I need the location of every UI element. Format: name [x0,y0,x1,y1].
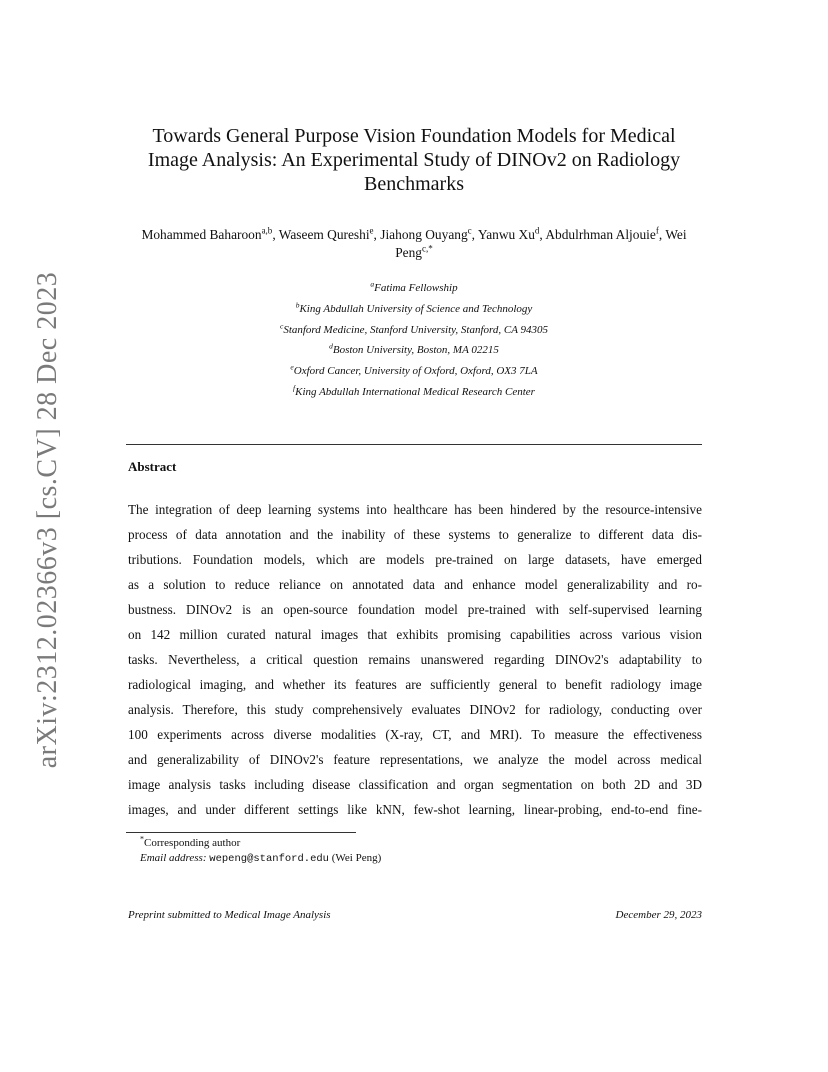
abstract-line: tributions. Foundation models, which are models pre-trained on large datasets, have emerged [128,552,702,567]
abstract-top-rule [126,444,702,445]
email-address[interactable]: wepeng@stanford.edu [209,853,329,865]
abstract-body [128,497,702,822]
title-line: Benchmarks [364,173,464,195]
affiliation-item [130,320,698,341]
author-separator: , [658,227,666,242]
author-list [130,226,698,262]
title-line: Image Analysis: An Experimental Study of DINOv2 on Radiology [147,149,681,171]
abstract-line: image analysis tasks including disease classification and organ segmentation on both 2D and 3D [128,777,702,792]
author-name: Yanwu Xu [477,227,535,242]
abstract-line: as a solution to reduce reliance on annotated data and enhance model generalizability and ro- [128,577,702,592]
affiliation-mark: d [329,341,333,351]
email-owner: (Wei Peng) [331,852,382,864]
abstract-line: images, and under different settings like kNN, few-shot learning, linear-probing, end-to-end fine- [128,802,702,817]
corresponding-author-note [140,836,381,851]
author-affiliation-mark: a,b [261,225,273,236]
affiliation-item [130,382,698,403]
abstract-line: on 142 million curated natural images that exhibits promising capabilities across various vision [128,627,702,642]
abstract-line: analysis. Therefore, this study comprehensively evaluates DINOv2 for radiology, conducting over [128,702,702,717]
email-note [140,851,381,867]
author-affiliation-mark: d [534,225,540,236]
author-name: Waseem Qureshi [278,227,370,242]
author-affiliation-mark: e [369,225,374,236]
preprint-date: December 29, 2023 [615,909,702,921]
affiliation-mark: c [279,320,284,330]
affiliation-text: King Abdullah International Medical Research Center [295,385,535,398]
author-separator: , [272,227,279,242]
affiliation-text: Oxford Cancer, University of Oxford, Oxford, OX3 7LA [293,365,538,378]
affiliation-item [130,340,698,361]
preprint-note: Preprint submitted to Medical Image Analysis [128,909,331,921]
title-line: Towards General Purpose Vision Foundation Models for Medical [152,125,676,147]
abstract-line: bustness. DINOv2 is an open-source foundation model pre-trained with self-supervised learning [128,602,702,617]
arxiv-identifier-stamp: arXiv:2312.02366v3 [cs.CV] 28 Dec 2023 [32,271,63,769]
email-label: Email address: [140,852,207,864]
affiliation-item [130,299,698,320]
affiliation-text: King Abdullah University of Science and Technology [299,302,533,315]
author-separator: , [539,227,546,242]
corresponding-author-label: Corresponding author [144,837,241,849]
paper-title [110,124,718,196]
affiliation-mark: b [295,300,300,310]
abstract-line: tasks. Nevertheless, a critical question remains unanswered regarding DINOv2's adaptability to [128,652,702,667]
abstract-line: radiological imaging, and whether its features are sufficiently general to benefit radiology image [128,677,702,692]
author-affiliation-mark: f [655,225,659,236]
footnote-rule [126,832,356,833]
abstract-line: and generalizability of DINOv2's feature representations, we analyze the model across medical [128,752,702,767]
author-name: Wei Peng [395,227,687,260]
affiliation-item [130,278,698,299]
affiliation-text: Fatima Fellowship [374,282,458,294]
author-affiliation-mark: c,* [422,243,433,254]
abstract-line: 100 experiments across diverse modalities (X-ray, CT, and MRI). To measure the effectiveness [128,727,702,742]
footnote [140,836,381,867]
affiliation-text: Boston University, Boston, MA 02215 [332,344,499,357]
affiliation-text: Stanford Medicine, Stanford University, Stanford, CA 94305 [283,323,549,336]
affiliation-mark: a [370,279,375,289]
author-name: Mohammed Baharoon [141,227,262,242]
author-separator: , [373,227,381,242]
author-name: Jiahong Ouyang [380,227,468,242]
author-affiliation-mark: c [467,225,472,236]
affiliation-list [130,278,698,403]
abstract-line: process of data annotation and the inability of these systems to generalize to different data dis- [128,527,702,542]
affiliation-mark: e [290,362,294,372]
abstract-heading: Abstract [128,459,177,474]
affiliation-mark: f [293,383,296,393]
footnote-star: * [140,834,144,844]
affiliation-item [130,361,698,382]
author-separator: , [471,227,478,242]
abstract-line: The integration of deep learning systems into healthcare has been hindered by the resource-intensive [128,502,702,517]
author-name: Abdulrhman Aljouie [545,227,656,242]
